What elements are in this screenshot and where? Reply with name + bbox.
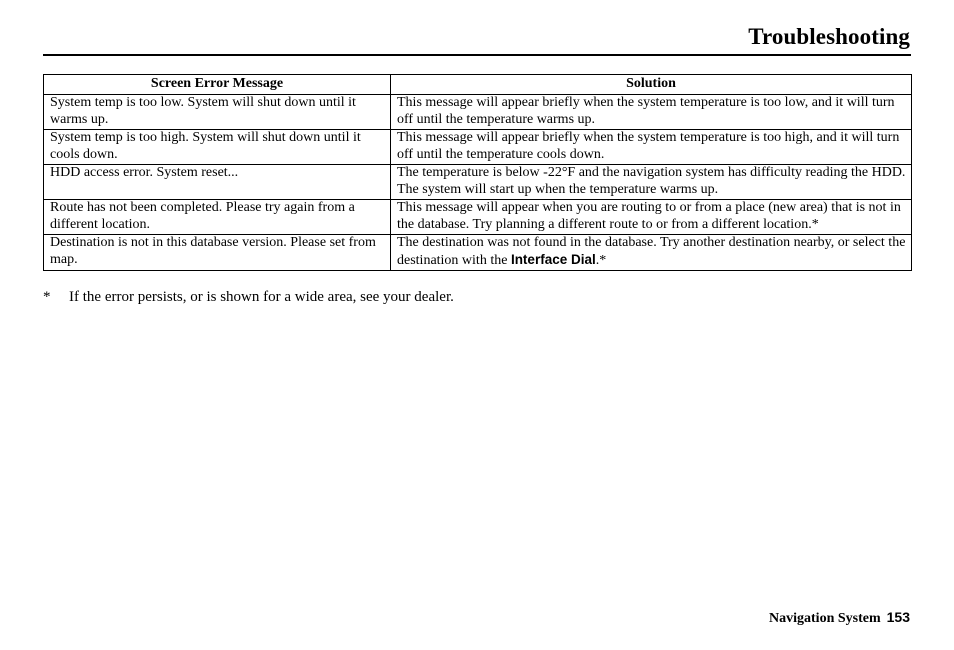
page-footer: [769, 608, 910, 628]
footnote-text: If the error persists, or is shown for a wide area, see your dealer.: [69, 289, 454, 305]
footer-section-name: Navigation System: [769, 611, 881, 626]
solution-cell: The temperature is below -22°F and the navigation system has difficulty reading the HDD. The system will start up when the temperature warms up.: [391, 165, 912, 200]
error-message-table: [43, 74, 912, 271]
column-header-solution: Solution: [391, 75, 912, 95]
interface-dial-term: Interface Dial: [510, 251, 596, 267]
error-message-cell: System temp is too high. System will shut down until it cools down.: [44, 130, 391, 165]
footnote-marker: *: [43, 289, 51, 305]
error-message-cell: Route has not been completed. Please try again from a different location.: [44, 200, 391, 235]
page-title: Troubleshooting: [748, 24, 910, 49]
column-header-message: Screen Error Message: [44, 75, 391, 95]
title-divider: [43, 54, 911, 56]
table-row: [44, 235, 912, 271]
error-message-cell: HDD access error. System reset...: [44, 165, 391, 200]
error-message-cell: System temp is too low. System will shut down until it warms up.: [44, 95, 391, 130]
table-row: [44, 130, 912, 165]
table-header-row: [44, 75, 912, 95]
footnote: [43, 288, 454, 306]
solution-cell: This message will appear when you are routing to or from a place (new area) that is not in the database. Try planning a different route to or from a different location.*: [391, 200, 912, 235]
table-row: [44, 95, 912, 130]
solution-text-end: .*: [595, 252, 607, 268]
table-row: [44, 200, 912, 235]
solution-cell: [391, 235, 912, 271]
table-row: [44, 165, 912, 200]
solution-cell: This message will appear briefly when the system temperature is too high, and it will turn off until the temperature cools down.: [391, 130, 912, 165]
solution-text: The destination was not found in the database. Try another destination nearby, or select the destination with the: [397, 235, 906, 268]
page-number: 153: [886, 609, 910, 625]
error-message-cell: Destination is not in this database version. Please set from map.: [44, 235, 391, 271]
solution-cell: This message will appear briefly when the system temperature is too low, and it will turn off until the temperature warms up.: [391, 95, 912, 130]
